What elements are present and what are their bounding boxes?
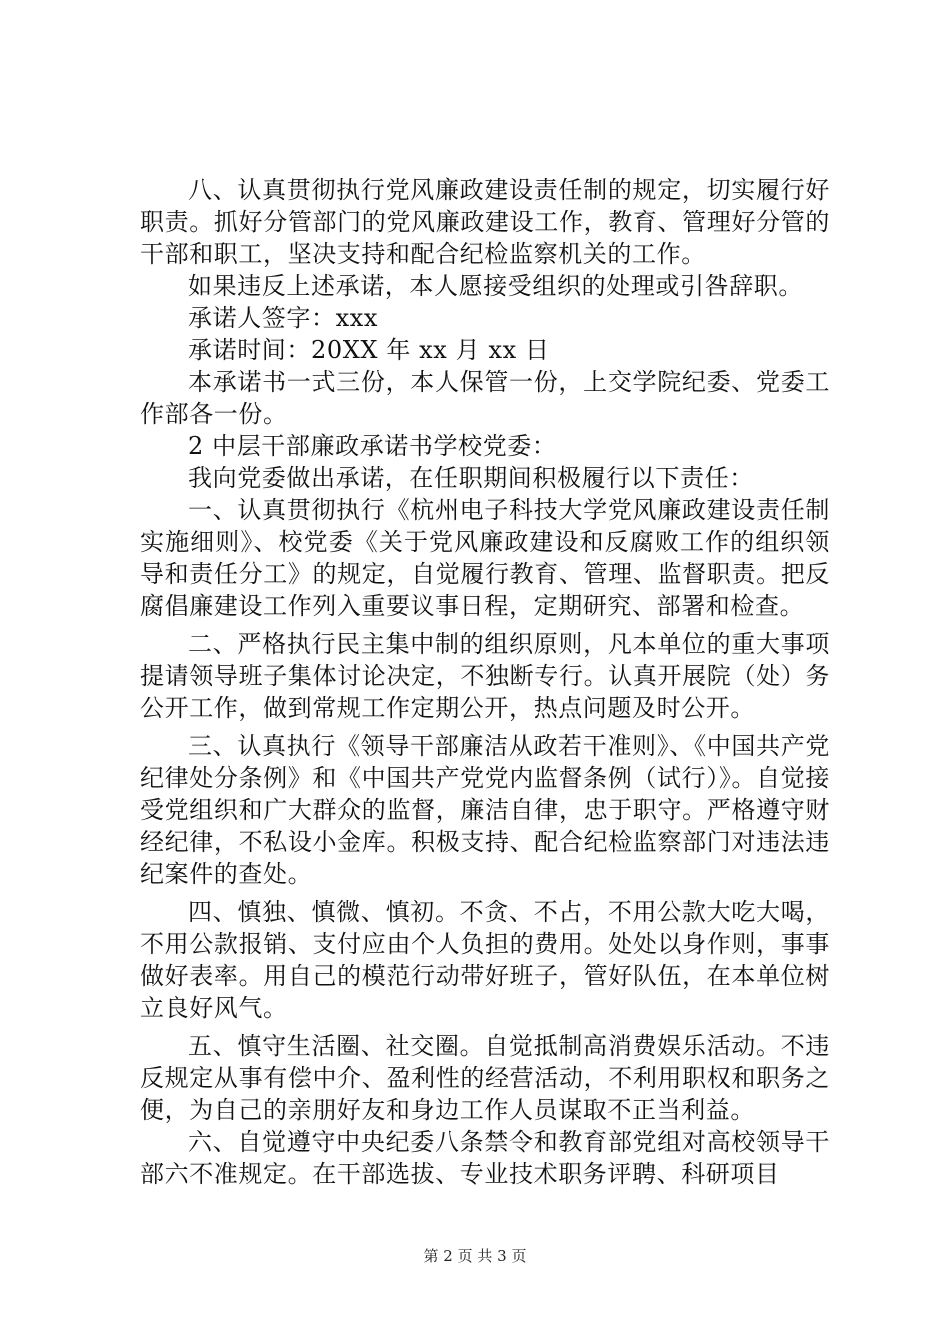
- paragraph-violation-pledge: 如果违反上述承诺，本人愿接受组织的处理或引咎辞职。: [188, 272, 803, 300]
- paragraph-item-2: 二、严格执行民主集中制的组织原则，凡本单位的重大事项提请领导班子集体讨论决定，不独断专行。认真开展院（处）务公开工作，做到常规工作定期公开，热点问题及时公开。: [140, 630, 830, 722]
- paragraph-item-1: 一、认真贯彻执行《杭州电子科技大学党风廉政建设责任制实施细则》、校党委《关于党风廉政建设和反腐败工作的组织领导和责任分工》的规定，自觉履行教育、管理、监督职责。把反腐倡廉建设工作列入重要议事日程，定期研究、部署和检查。: [140, 496, 830, 620]
- paragraph-item-6: 六、自觉遵守中央纪委八条禁令和教育部党组对高校领导干部六不准规定。在干部选拔、专业技术职务评聘、科研项目: [140, 1128, 830, 1188]
- page-footer: 第 2 页 共 3 页: [423, 1247, 527, 1265]
- paragraph-intro: 我向党委做出承诺，在任职期间积极履行以下责任：: [188, 464, 754, 492]
- paragraph-copies-note: 本承诺书一式三份，本人保管一份，上交学院纪委、党委工作部各一份。: [140, 368, 830, 428]
- document-body: [140, 174, 830, 1190]
- paragraph-item-5: 五、慎守生活圈、社交圈。自觉抵制高消费娱乐活动。不违反规定从事有偿中介、盈利性的经营活动，不利用职权和职务之便，为自己的亲朋好友和身边工作人员谋取不正当利益。: [140, 1032, 830, 1124]
- paragraph-item-3: 三、认真执行《领导干部廉洁从政若干准则》、《中国共产党纪律处分条例》和《中国共产党党内监督条例（试行）》。自觉接受党组织和广大群众的监督，廉洁自律，忠于职守。严格遵守财经纪律，不私设小金库。积极支持、配合纪检监察部门对违法违纪案件的查处。: [140, 732, 830, 888]
- paragraph-item-8: 八、认真贯彻执行党风廉政建设责任制的规定，切实履行好职责。抓好分管部门的党风廉政建设工作，教育、管理好分管的干部和职工，坚决支持和配合纪检监察机关的工作。: [140, 176, 830, 268]
- section-heading: 2 中层干部廉政承诺书学校党委：: [188, 432, 557, 460]
- paragraph-signature: 承诺人签字：xxx: [188, 304, 379, 332]
- paragraph-item-4: 四、慎独、慎微、慎初。不贪、不占，不用公款大吃大喝，不用公款报销、支付应由个人负担的费用。处处以身作则，事事做好表率。用自己的模范行动带好班子，管好队伍，在本单位树立良好风气。: [140, 898, 830, 1022]
- paragraph-pledge-date: 承诺时间：20XX 年 xx 月 xx 日: [188, 336, 550, 364]
